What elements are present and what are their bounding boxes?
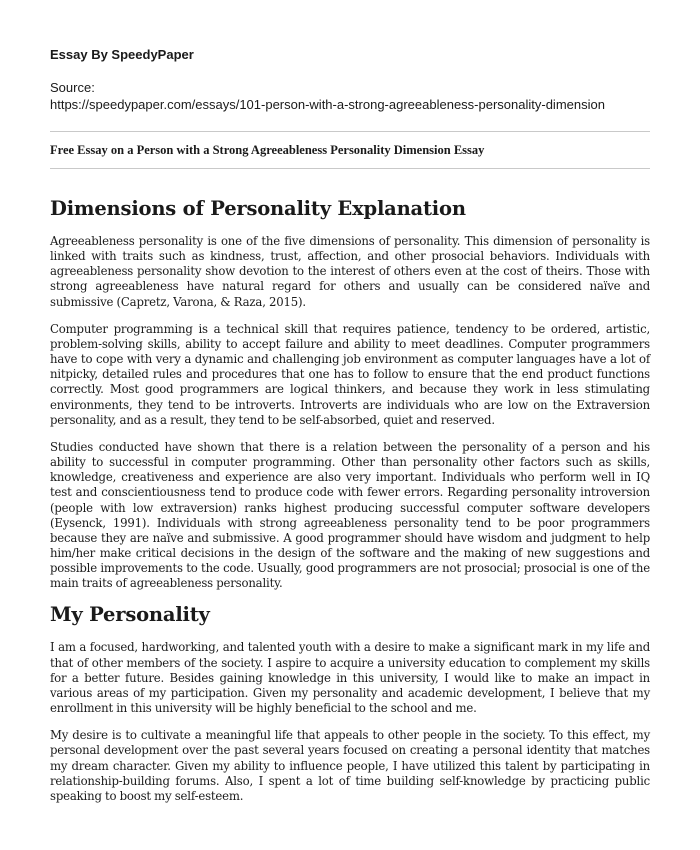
paragraph: Agreeableness personality is one of the five dimensions of personality. This dimension of personality is linked with traits such as kindness, trust, affection, and other prosocial behaviors. Individuals with agreeableness personality show devotion to the interest of others even at the cost of theirs. Those with strong agreeableness have natural regard for others and usually can be considered naïve and submissive (Capretz, Varona, & Raza, 2015).: [50, 234, 650, 309]
source-link[interactable]: https://speedypaper.com/essays/101-person-with-a-strong-agreeableness-personality-dimension: [50, 97, 605, 112]
essay-title: Free Essay on a Person with a Strong Agreeableness Personality Dimension Essay: [50, 143, 485, 157]
paragraph: Studies conducted have shown that there is a relation between the personality of a person and his ability to successful in computer programming. Other than personality other factors such as skills, knowledge, creativeness and experience are also very important. Individuals who perform well in IQ test and conscientiousness tend to produce code with fewer errors. Regarding personality introversion (people with low extraversion) ranks highest producing successful computer software developers (Eysenck, 1991). Individuals with strong agreeableness personality tend to be poor programmers because they are naïve and submissive. A good programmer should have wisdom and judgment to help him/her make critical decisions in the design of the software and the making of new suggestions and possible improvements to the code. Usually, good programmers are not prosocial; prosocial is one of the main traits of agreeableness personality.: [50, 439, 650, 591]
divider-bottom: [50, 168, 650, 169]
source-block: [50, 79, 650, 113]
divider-top: [50, 131, 650, 132]
paragraph: I am a focused, hardworking, and talented youth with a desire to make a significant mark in my life and that of other members of the society. I aspire to acquire a university education to complement my skills for a better future. Besides gaining knowledge in this university, I would like to make an impact in various areas of my participation. Given my personality and academic development, I believe that my enrollment in this university will be highly beneficial to the school and me.: [50, 640, 650, 716]
document-page: [50, 0, 650, 804]
section-heading-my-personality: My Personality: [50, 603, 210, 627]
paragraph: My desire is to cultivate a meaningful life that appeals to other people in the society. To this effect, my personal development over the past several years focused on creating a personal identity that matches my dream character. Given my ability to influence people, I have utilized this talent by participating in relationship-building forums. Also, I spent a lot of time building self-knowledge by practicing public speaking to boost my self-esteem.: [50, 728, 650, 803]
section-heading-dimensions: Dimensions of Personality Explanation: [50, 197, 466, 220]
brand-name: Essay By SpeedyPaper: [50, 47, 194, 62]
source-label: Source:: [50, 80, 95, 95]
paragraph: Computer programming is a technical skill that requires patience, tendency to be ordered, artistic, problem-solving skills, ability to accept failure and ability to meet deadlines. Computer programmers have to cope with very a dynamic and challenging job environment as computer languages have a lot of nitpicky, detailed rules and procedures that one has to follow to ensure that the end product functions correctly. Most good programmers are logical thinkers, and because they work in less stimulating environments, they tend to be introverts. Introverts are individuals who are low on the Extraversion personality, and as a result, they tend to be self-absorbed, quiet and reserved.: [50, 321, 650, 427]
